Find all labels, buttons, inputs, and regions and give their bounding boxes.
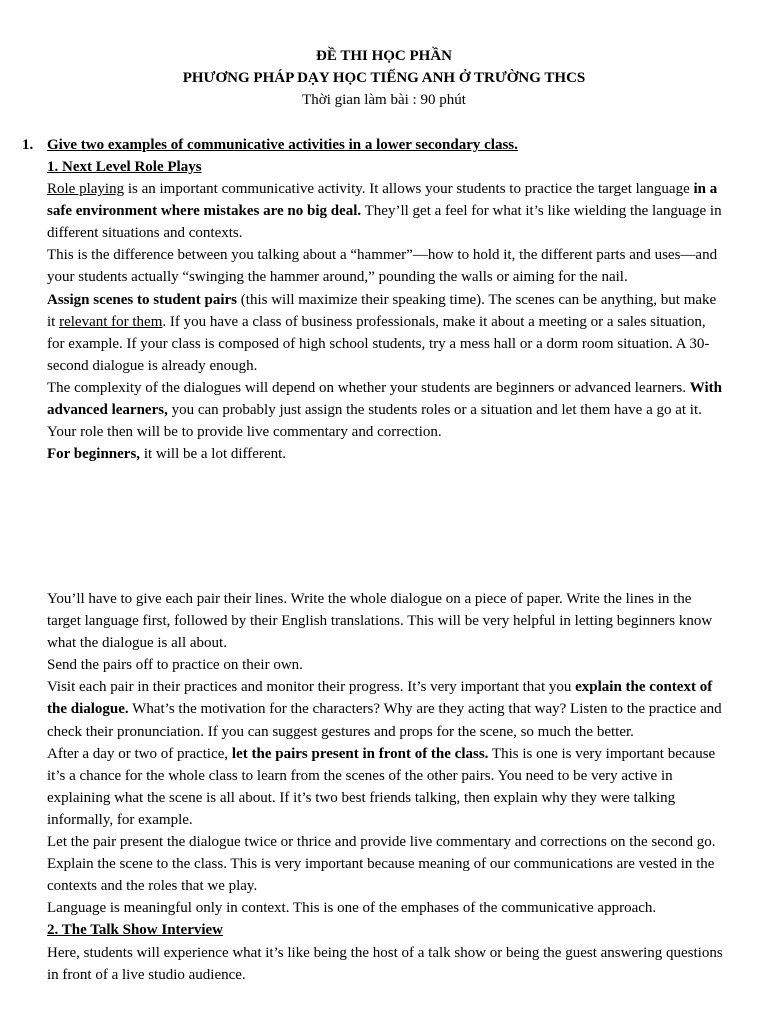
paragraph: Assign scenes to student pairs (this will maximize their speaking time). The scenes can be anything, but make it relevant for them. If you have a class of business professionals, make it about a meeting or a sales situation, for example. If your class is composed of high school students, try a mess hall or a dorm room situation. A 30-second dialogue is already enough. bbox=[47, 291, 717, 374]
exam-header bbox=[0, 0, 768, 111]
course-title: PHƯƠNG PHÁP DẠY HỌC TIẾNG ANH Ở TRƯỜNG THCS bbox=[182, 70, 586, 86]
answer-part-1 bbox=[47, 156, 723, 465]
exam-duration: Thời gian làm bài : 90 phút bbox=[302, 92, 466, 108]
paragraph: Role playing is an important communicative activity. It allows your students to practice the target language in a safe environment where mistakes are no big deal. They’ll get a feel for what it’s like wielding the language in different situations and contexts. bbox=[47, 181, 722, 242]
paragraph: After a day or two of practice, let the pairs present in front of the class. This is one is very important because it’s a chance for the whole class to learn from the scenes of the other pairs. You need to be very active in explaining what the scene is all about. If it’s two best friends talking, then explain why they were talking informally, for example. bbox=[47, 745, 716, 828]
exam-title: ĐỀ THI HỌC PHẦN bbox=[316, 48, 452, 64]
section-2-title: 2. The Talk Show Interview bbox=[47, 922, 224, 939]
paragraph: Let the pair present the dialogue twice or thrice and provide live commentary and corrections on the second go. Explain the scene to the class. This is very important because meaning of our communications are vested in the contexts and the roles that we play. bbox=[47, 834, 716, 895]
paragraph: Visit each pair in their practices and monitor their progress. It’s very important that you explain the context of the dialogue. What’s the motivation for the characters? Why are they acting that way? Listen to the practice and check their pronunciation. If you can suggest gestures and props for the scene, so much the better. bbox=[47, 679, 722, 740]
paragraph: Send the pairs off to practice on their own. bbox=[47, 657, 303, 674]
paragraph: Language is meaningful only in context. This is one of the emphases of the communicative approach. bbox=[47, 900, 657, 917]
question-number: 1. bbox=[22, 137, 34, 153]
answer-part-2 bbox=[47, 588, 723, 986]
paragraph: You’ll have to give each pair their lines. Write the whole dialogue on a piece of paper. Write the lines in the target language first, followed by their English translations. This will be very helpful in letting beginners know what the dialogue is all about. bbox=[47, 591, 713, 652]
question-text: Give two examples of communicative activities in a lower secondary class. bbox=[47, 137, 518, 153]
paragraph: The complexity of the dialogues will depend on whether your students are beginners or advanced learners. With advanced learners, you can probably just assign the students roles or a situation and let them have a go at it. Your role then will be to provide live commentary and correction. bbox=[47, 379, 722, 441]
paragraph: This is the difference between you talking about a “hammer”—how to hold it, the different parts and uses—and your students actually “swinging the hammer around,” pounding the walls or aiming for the nail. bbox=[47, 247, 718, 286]
paragraph: Here, students will experience what it’s like being the host of a talk show or being the guest answering questions in front of a live studio audience. bbox=[47, 944, 723, 983]
section-1-title: 1. Next Level Role Plays bbox=[47, 159, 202, 175]
paragraph: For beginners, it will be a lot different. bbox=[47, 446, 286, 463]
